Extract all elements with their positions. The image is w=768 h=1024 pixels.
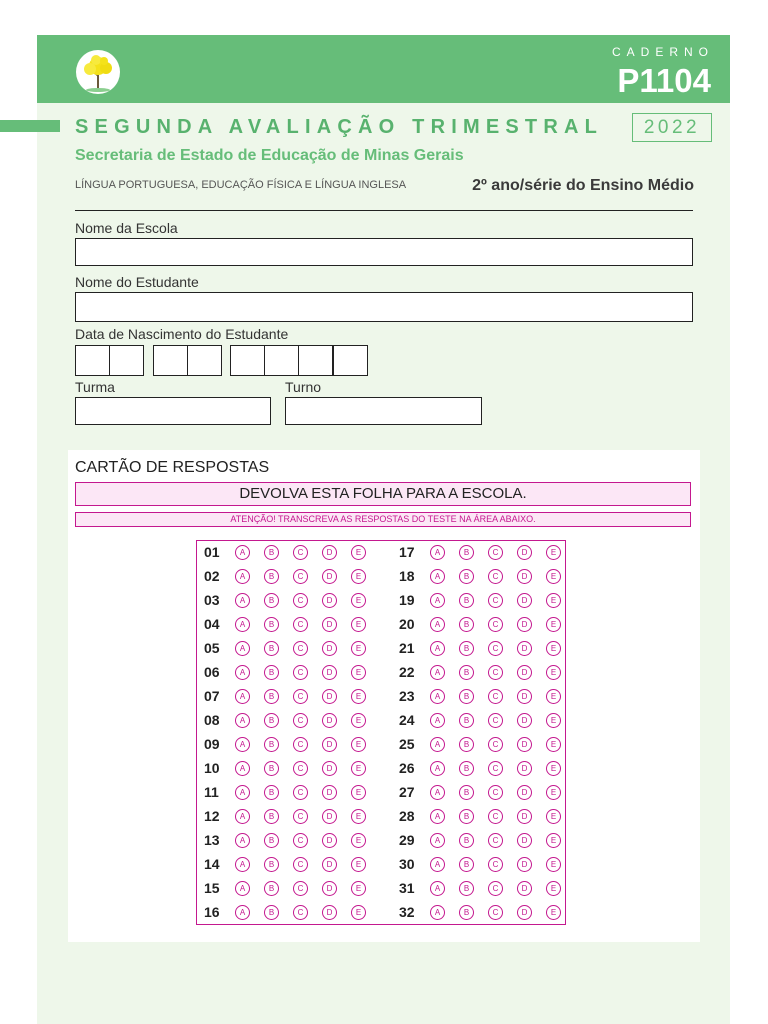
question-number: 01 — [204, 544, 220, 560]
answer-bubble-c[interactable]: C — [488, 641, 503, 656]
answer-bubble-d[interactable]: D — [517, 689, 532, 704]
answer-row — [399, 732, 575, 756]
answer-bubble-d[interactable]: D — [517, 761, 532, 776]
answer-bubble-b[interactable]: B — [459, 641, 474, 656]
shift-label: Turno — [285, 379, 322, 395]
answer-bubble-d[interactable]: D — [322, 785, 337, 800]
answer-bubble-b[interactable]: B — [459, 761, 474, 776]
answer-bubble-c[interactable]: C — [488, 593, 503, 608]
answer-bubble-b[interactable]: B — [264, 785, 279, 800]
answer-bubble-d[interactable]: D — [322, 689, 337, 704]
answer-bubble-c[interactable]: C — [488, 689, 503, 704]
answer-bubble-d[interactable]: D — [322, 569, 337, 584]
header-divider — [75, 210, 693, 211]
question-number: 21 — [399, 640, 415, 656]
birth-day-digit-1[interactable] — [75, 345, 110, 376]
answer-row — [204, 660, 380, 684]
birth-year-digit-4[interactable] — [333, 345, 368, 376]
answer-bubble-a[interactable]: A — [430, 857, 445, 872]
transcribe-notice: ATENÇÃO! TRANSCREVA AS RESPOSTAS DO TESTE NA ÁREA ABAIXO. — [75, 512, 691, 527]
caderno-label: CADERNO — [611, 45, 714, 59]
answer-row — [204, 756, 380, 780]
answer-bubble-a[interactable]: A — [235, 545, 250, 560]
answer-bubble-d[interactable]: D — [517, 833, 532, 848]
class-label: Turma — [75, 379, 115, 395]
question-number: 02 — [204, 568, 220, 584]
answer-bubble-b[interactable]: B — [264, 857, 279, 872]
answer-bubble-b[interactable]: B — [264, 593, 279, 608]
answer-bubble-e[interactable]: E — [351, 761, 366, 776]
answer-bubble-d[interactable]: D — [322, 713, 337, 728]
answer-bubble-b[interactable]: B — [264, 545, 279, 560]
question-number: 15 — [204, 880, 220, 896]
question-number: 10 — [204, 760, 220, 776]
answer-bubble-e[interactable]: E — [546, 641, 561, 656]
answer-bubble-e[interactable]: E — [546, 833, 561, 848]
answer-bubble-c[interactable]: C — [488, 737, 503, 752]
answer-bubble-b[interactable]: B — [264, 689, 279, 704]
student-name-label: Nome do Estudante — [75, 274, 199, 290]
answer-bubble-a[interactable]: A — [430, 905, 445, 920]
question-number: 18 — [399, 568, 415, 584]
question-number: 11 — [204, 784, 219, 800]
answer-row — [399, 900, 575, 924]
answer-bubble-c[interactable]: C — [293, 641, 308, 656]
answer-bubble-e[interactable]: E — [351, 569, 366, 584]
answer-bubble-a[interactable]: A — [235, 641, 250, 656]
birth-year-digit-1[interactable] — [230, 345, 265, 376]
answer-bubble-b[interactable]: B — [459, 809, 474, 824]
answer-bubble-c[interactable]: C — [488, 761, 503, 776]
question-number: 13 — [204, 832, 220, 848]
birth-year-digit-2[interactable] — [264, 345, 299, 376]
question-number: 25 — [399, 736, 415, 752]
answer-bubble-d[interactable]: D — [322, 881, 337, 896]
answer-bubble-d[interactable]: D — [322, 737, 337, 752]
answer-row — [399, 612, 575, 636]
answer-bubble-c[interactable]: C — [488, 545, 503, 560]
answer-bubble-a[interactable]: A — [235, 569, 250, 584]
answer-bubble-c[interactable]: C — [488, 833, 503, 848]
answer-row — [204, 732, 380, 756]
answer-bubble-a[interactable]: A — [235, 713, 250, 728]
answer-bubble-a[interactable]: A — [235, 785, 250, 800]
answer-row — [204, 876, 380, 900]
answer-bubble-c[interactable]: C — [488, 569, 503, 584]
answer-bubble-a[interactable]: A — [235, 809, 250, 824]
birth-month-digit-2[interactable] — [187, 345, 222, 376]
answer-bubble-b[interactable]: B — [459, 905, 474, 920]
answer-bubble-b[interactable]: B — [264, 905, 279, 920]
answer-bubble-e[interactable]: E — [546, 665, 561, 680]
subjects-line: LÍNGUA PORTUGUESA, EDUCAÇÃO FÍSICA E LÍNGUA INGLESA — [75, 179, 407, 191]
answer-bubble-b[interactable]: B — [264, 833, 279, 848]
answer-bubble-e[interactable]: E — [546, 809, 561, 824]
question-number: 08 — [204, 712, 220, 728]
answer-bubble-a[interactable]: A — [430, 545, 445, 560]
answer-bubble-e[interactable]: E — [351, 809, 366, 824]
answer-row — [204, 852, 380, 876]
birth-year-digit-3[interactable] — [298, 345, 333, 376]
question-number: 27 — [399, 784, 415, 800]
answer-bubble-c[interactable]: C — [293, 857, 308, 872]
answer-bubble-a[interactable]: A — [235, 833, 250, 848]
question-number: 29 — [399, 832, 415, 848]
institution-subtitle: Secretaria de Estado de Educação de Minas Gerais — [75, 147, 464, 164]
answer-bubble-c[interactable]: C — [488, 881, 503, 896]
question-number: 09 — [204, 736, 220, 752]
answer-bubble-c[interactable]: C — [488, 857, 503, 872]
answer-bubble-b[interactable]: B — [459, 665, 474, 680]
grade-line: 2º ano/série do Ensino Médio — [472, 177, 694, 194]
answer-bubble-d[interactable]: D — [517, 641, 532, 656]
answer-bubble-e[interactable]: E — [546, 905, 561, 920]
answer-bubble-c[interactable]: C — [293, 689, 308, 704]
answer-bubble-c[interactable]: C — [293, 833, 308, 848]
answer-bubble-d[interactable]: D — [322, 641, 337, 656]
answer-bubble-d[interactable]: D — [517, 569, 532, 584]
answer-bubble-c[interactable]: C — [488, 809, 503, 824]
answer-bubble-a[interactable]: A — [235, 689, 250, 704]
answer-bubble-b[interactable]: B — [264, 569, 279, 584]
answer-bubble-e[interactable]: E — [351, 545, 366, 560]
answer-row — [399, 804, 575, 828]
answer-bubble-a[interactable]: A — [430, 689, 445, 704]
answer-bubble-d[interactable]: D — [517, 881, 532, 896]
answer-bubble-c[interactable]: C — [293, 593, 308, 608]
answer-bubble-a[interactable]: A — [430, 785, 445, 800]
answer-bubble-c[interactable]: C — [488, 905, 503, 920]
answer-row — [204, 780, 380, 804]
answer-bubble-b[interactable]: B — [264, 737, 279, 752]
answer-row — [399, 828, 575, 852]
answer-bubble-e[interactable]: E — [351, 617, 366, 632]
caderno-code: P1104 — [617, 62, 711, 99]
answer-bubble-b[interactable]: B — [459, 569, 474, 584]
tree-logo-icon — [76, 50, 120, 94]
answer-bubble-b[interactable]: B — [459, 713, 474, 728]
answer-bubble-c[interactable]: C — [293, 785, 308, 800]
answer-bubble-e[interactable]: E — [351, 665, 366, 680]
answer-bubble-a[interactable]: A — [430, 665, 445, 680]
answer-bubble-d[interactable]: D — [517, 713, 532, 728]
answer-bubble-d[interactable]: D — [322, 905, 337, 920]
answer-bubble-e[interactable]: E — [351, 905, 366, 920]
answer-bubble-d[interactable]: D — [322, 665, 337, 680]
answer-bubble-d[interactable]: D — [322, 809, 337, 824]
answer-bubble-b[interactable]: B — [459, 881, 474, 896]
answer-bubble-e[interactable]: E — [546, 881, 561, 896]
answer-bubble-a[interactable]: A — [430, 593, 445, 608]
answer-bubble-e[interactable]: E — [351, 737, 366, 752]
answer-bubble-e[interactable]: E — [546, 617, 561, 632]
answer-row — [399, 756, 575, 780]
answer-bubble-e[interactable]: E — [351, 785, 366, 800]
answer-bubble-b[interactable]: B — [459, 857, 474, 872]
answer-bubble-b[interactable]: B — [459, 785, 474, 800]
accent-line — [0, 120, 60, 132]
answer-bubble-e[interactable]: E — [351, 857, 366, 872]
answer-bubble-a[interactable]: A — [235, 881, 250, 896]
answer-row — [204, 708, 380, 732]
year-box: 2022 — [632, 113, 712, 142]
answer-bubble-b[interactable]: B — [264, 665, 279, 680]
answer-bubble-e[interactable]: E — [351, 713, 366, 728]
answer-bubble-a[interactable]: A — [235, 617, 250, 632]
answer-bubble-a[interactable]: A — [430, 881, 445, 896]
answer-bubble-a[interactable]: A — [430, 833, 445, 848]
answer-bubble-e[interactable]: E — [546, 689, 561, 704]
answer-row — [204, 804, 380, 828]
answer-row — [399, 636, 575, 660]
answer-bubble-b[interactable]: B — [264, 617, 279, 632]
answer-row — [399, 708, 575, 732]
answer-row — [399, 684, 575, 708]
question-number: 03 — [204, 592, 220, 608]
answer-bubble-a[interactable]: A — [430, 737, 445, 752]
answer-bubble-e[interactable]: E — [351, 881, 366, 896]
answer-bubble-e[interactable]: E — [546, 761, 561, 776]
answer-row — [204, 612, 380, 636]
answer-bubble-c[interactable]: C — [293, 809, 308, 824]
question-number: 28 — [399, 808, 415, 824]
answer-row — [204, 900, 380, 924]
answer-bubble-c[interactable]: C — [488, 617, 503, 632]
question-number: 12 — [204, 808, 220, 824]
question-number: 30 — [399, 856, 415, 872]
answer-bubble-c[interactable]: C — [293, 569, 308, 584]
answer-bubble-d[interactable]: D — [322, 593, 337, 608]
question-number: 31 — [399, 880, 415, 896]
school-name-field[interactable] — [75, 238, 693, 266]
answer-bubble-d[interactable]: D — [517, 857, 532, 872]
question-number: 06 — [204, 664, 220, 680]
answer-bubble-a[interactable]: A — [235, 761, 250, 776]
return-sheet-banner: DEVOLVA ESTA FOLHA PARA A ESCOLA. — [75, 482, 691, 506]
birth-date-label: Data de Nascimento do Estudante — [75, 326, 289, 342]
answer-bubble-c[interactable]: C — [293, 545, 308, 560]
answer-bubble-c[interactable]: C — [293, 665, 308, 680]
answer-bubble-e[interactable]: E — [351, 833, 366, 848]
answer-bubble-e[interactable]: E — [546, 593, 561, 608]
answer-bubble-e[interactable]: E — [546, 713, 561, 728]
answer-bubble-b[interactable]: B — [264, 881, 279, 896]
question-number: 24 — [399, 712, 415, 728]
question-number: 14 — [204, 856, 220, 872]
answer-bubble-a[interactable]: A — [235, 737, 250, 752]
student-name-field[interactable] — [75, 292, 693, 322]
question-number: 17 — [399, 544, 415, 560]
class-field[interactable] — [75, 397, 271, 425]
answer-bubble-b[interactable]: B — [459, 617, 474, 632]
answer-bubble-b[interactable]: B — [459, 737, 474, 752]
answer-bubble-c[interactable]: C — [293, 761, 308, 776]
shift-field[interactable] — [285, 397, 482, 425]
answer-bubble-d[interactable]: D — [322, 761, 337, 776]
answer-row — [204, 828, 380, 852]
answer-bubble-c[interactable]: C — [488, 665, 503, 680]
question-number: 22 — [399, 664, 415, 680]
answer-bubble-c[interactable]: C — [488, 713, 503, 728]
answer-bubble-d[interactable]: D — [322, 833, 337, 848]
answer-bubble-e[interactable]: E — [546, 569, 561, 584]
answer-bubble-a[interactable]: A — [430, 809, 445, 824]
answer-bubble-e[interactable]: E — [546, 737, 561, 752]
answer-bubble-a[interactable]: A — [235, 665, 250, 680]
answer-row — [399, 564, 575, 588]
birth-month-digit-1[interactable] — [153, 345, 188, 376]
answer-row — [399, 540, 575, 564]
answer-row — [399, 852, 575, 876]
answer-row — [204, 564, 380, 588]
answer-bubble-e[interactable]: E — [546, 785, 561, 800]
answer-bubble-c[interactable]: C — [488, 785, 503, 800]
answer-bubble-b[interactable]: B — [264, 713, 279, 728]
question-number: 26 — [399, 760, 415, 776]
answer-bubble-a[interactable]: A — [235, 593, 250, 608]
answer-bubble-b[interactable]: B — [459, 689, 474, 704]
answer-bubble-d[interactable]: D — [517, 617, 532, 632]
answer-bubble-d[interactable]: D — [322, 545, 337, 560]
answer-row — [399, 660, 575, 684]
answer-bubble-c[interactable]: C — [293, 737, 308, 752]
answer-row — [204, 588, 380, 612]
answer-bubble-d[interactable]: D — [517, 905, 532, 920]
answer-bubble-e[interactable]: E — [351, 593, 366, 608]
answer-bubble-d[interactable]: D — [517, 737, 532, 752]
answer-bubble-c[interactable]: C — [293, 617, 308, 632]
answer-bubble-b[interactable]: B — [264, 641, 279, 656]
answer-bubble-c[interactable]: C — [293, 713, 308, 728]
answer-bubble-d[interactable]: D — [517, 665, 532, 680]
answer-bubble-a[interactable]: A — [430, 569, 445, 584]
question-number: 23 — [399, 688, 415, 704]
question-number: 07 — [204, 688, 220, 704]
answer-row — [204, 684, 380, 708]
answer-bubble-a[interactable]: A — [235, 857, 250, 872]
answer-bubble-d[interactable]: D — [517, 593, 532, 608]
answer-row — [399, 588, 575, 612]
question-number: 05 — [204, 640, 220, 656]
birth-day-digit-2[interactable] — [109, 345, 144, 376]
answer-bubble-a[interactable]: A — [430, 617, 445, 632]
question-number: 32 — [399, 904, 415, 920]
question-number: 16 — [204, 904, 220, 920]
answer-bubble-e[interactable]: E — [351, 641, 366, 656]
answer-bubble-e[interactable]: E — [546, 857, 561, 872]
school-name-label: Nome da Escola — [75, 220, 178, 236]
answer-row — [204, 636, 380, 660]
answer-bubble-a[interactable]: A — [430, 641, 445, 656]
answer-bubble-b[interactable]: B — [459, 833, 474, 848]
answer-bubble-c[interactable]: C — [293, 905, 308, 920]
question-number: 20 — [399, 616, 415, 632]
answer-bubble-a[interactable]: A — [430, 761, 445, 776]
question-number: 04 — [204, 616, 220, 632]
answer-bubble-b[interactable]: B — [264, 809, 279, 824]
answer-bubble-a[interactable]: A — [430, 713, 445, 728]
answer-row — [399, 876, 575, 900]
answer-bubble-d[interactable]: D — [322, 857, 337, 872]
answer-bubble-d[interactable]: D — [517, 545, 532, 560]
answer-card-title: CARTÃO DE RESPOSTAS — [75, 459, 270, 476]
answer-bubble-d[interactable]: D — [517, 785, 532, 800]
exam-title: SEGUNDA AVALIAÇÃO TRIMESTRAL — [75, 116, 604, 138]
answer-bubble-e[interactable]: E — [546, 545, 561, 560]
answer-bubble-d[interactable]: D — [322, 617, 337, 632]
answer-row — [204, 540, 380, 564]
answer-bubble-e[interactable]: E — [351, 689, 366, 704]
answer-bubble-c[interactable]: C — [293, 881, 308, 896]
question-number: 19 — [399, 592, 415, 608]
answer-bubble-a[interactable]: A — [235, 905, 250, 920]
answer-bubble-d[interactable]: D — [517, 809, 532, 824]
answer-bubble-b[interactable]: B — [459, 545, 474, 560]
answer-bubble-b[interactable]: B — [264, 761, 279, 776]
answer-row — [399, 780, 575, 804]
answer-bubble-b[interactable]: B — [459, 593, 474, 608]
